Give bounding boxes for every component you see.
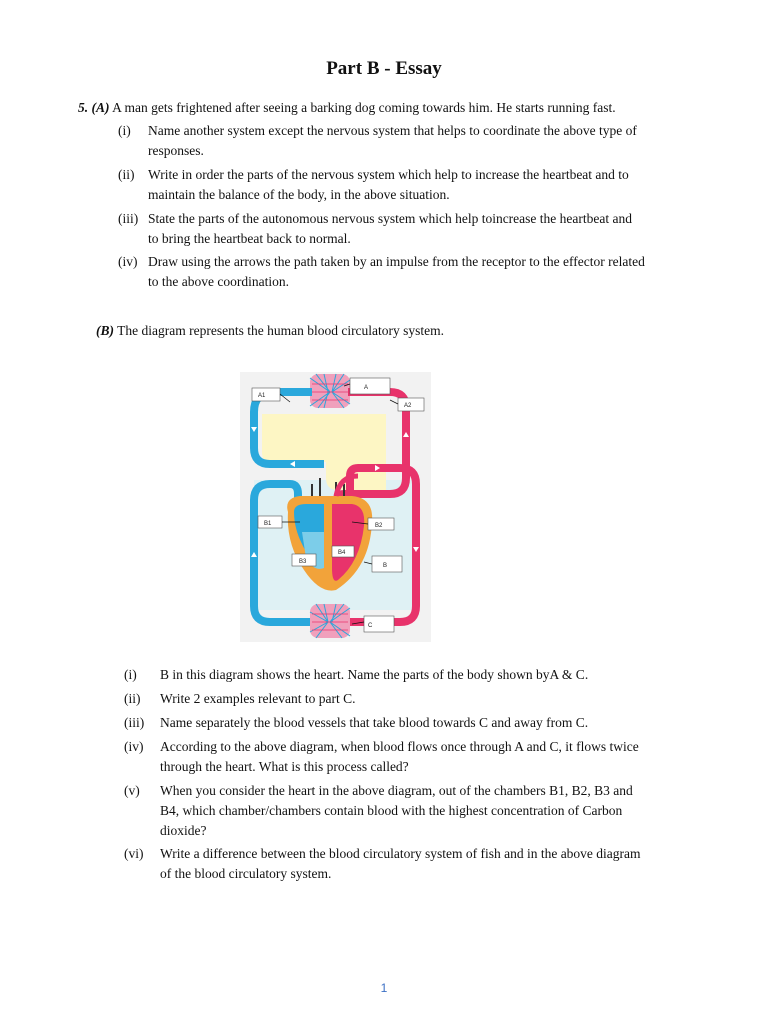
label-b3 [292, 554, 316, 566]
question-5a-text: A man gets frightened after seeing a barking dog coming towards him. He starts running fast. [112, 100, 616, 115]
item-text: Draw using the arrows the path taken by an impulse from the receptor to the effector related [148, 254, 645, 269]
question-5b-text: The diagram represents the human blood circulatory system. [117, 323, 445, 338]
question-5a-item [118, 209, 718, 251]
question-5b-item [124, 713, 718, 733]
svg-text:C: C [368, 623, 373, 629]
item-text: responses. [148, 143, 204, 158]
item-numeral: (iii) [124, 715, 145, 730]
svg-text:B2: B2 [375, 523, 383, 529]
item-numeral: (iv) [124, 739, 144, 754]
item-numeral: (iv) [118, 254, 138, 269]
item-numeral: (vi) [124, 846, 144, 861]
question-5a-item [118, 121, 718, 163]
item-text: B4, which chamber/chambers contain blood with the highest concentration of Carbon [160, 803, 623, 818]
body-capillaries [310, 604, 350, 638]
item-numeral: (ii) [124, 691, 141, 706]
circulatory-diagram [240, 372, 431, 642]
svg-text:B3: B3 [299, 559, 307, 565]
item-text: When you consider the heart in the above diagram, out of the chambers B1, B2, B3 and [160, 783, 633, 798]
item-text: Write in order the parts of the nervous system which help to increase the heartbeat and to [148, 167, 629, 182]
item-numeral: (ii) [118, 167, 135, 182]
svg-text:A2: A2 [404, 403, 412, 409]
svg-text:A: A [364, 385, 369, 391]
item-numeral: (i) [124, 667, 137, 682]
label-a [344, 378, 390, 394]
question-5b-item [124, 844, 718, 884]
item-numeral: (v) [124, 783, 140, 798]
item-text: Name separately the blood vessels that take blood towards C and away from C. [160, 715, 589, 730]
question-number: 5. (A) [78, 100, 110, 115]
question-5b-label: (B) [96, 323, 114, 338]
item-text: B in this diagram shows the heart. Name the parts of the body shown byA & C. [160, 667, 589, 682]
svg-text:B1: B1 [264, 521, 272, 527]
lung-capillaries [310, 374, 350, 408]
item-text: to bring the heartbeat back to normal. [148, 231, 351, 246]
question-5b-stem [96, 322, 444, 340]
question-5b-item [124, 737, 718, 777]
item-text: dioxide? [160, 823, 207, 838]
item-text: Name another system except the nervous system that helps to coordinate the above type of [148, 123, 637, 138]
page-number: 1 [380, 981, 388, 995]
item-text: of the blood circulatory system. [160, 866, 332, 881]
svg-text:A1: A1 [258, 393, 266, 399]
item-text: maintain the balance of the body, in the above situation. [148, 187, 450, 202]
svg-text:B4: B4 [338, 550, 346, 556]
question-5a-item [118, 165, 718, 207]
question-5b-item [124, 665, 718, 685]
question-5b-item [124, 781, 718, 841]
item-text: Write a difference between the blood circulatory system of fish and in the above diagram [160, 846, 641, 861]
item-numeral: (iii) [118, 211, 139, 226]
label-b4 [332, 546, 354, 557]
page-title: Part B - Essay [326, 58, 442, 79]
item-text: State the parts of the autonomous nervous system which help toincrease the heartbeat and [148, 211, 632, 226]
item-numeral: (i) [118, 123, 131, 138]
item-text: to the above coordination. [148, 274, 289, 289]
item-text: According to the above diagram, when blood flows once through A and C, it flows twice [160, 739, 639, 754]
question-5a-stem [78, 99, 718, 117]
item-text: through the heart. What is this process called? [160, 759, 409, 774]
item-text: Write 2 examples relevant to part C. [160, 691, 356, 706]
svg-text:B: B [383, 563, 388, 569]
question-5a-item [118, 252, 718, 294]
question-5b-item [124, 689, 718, 709]
